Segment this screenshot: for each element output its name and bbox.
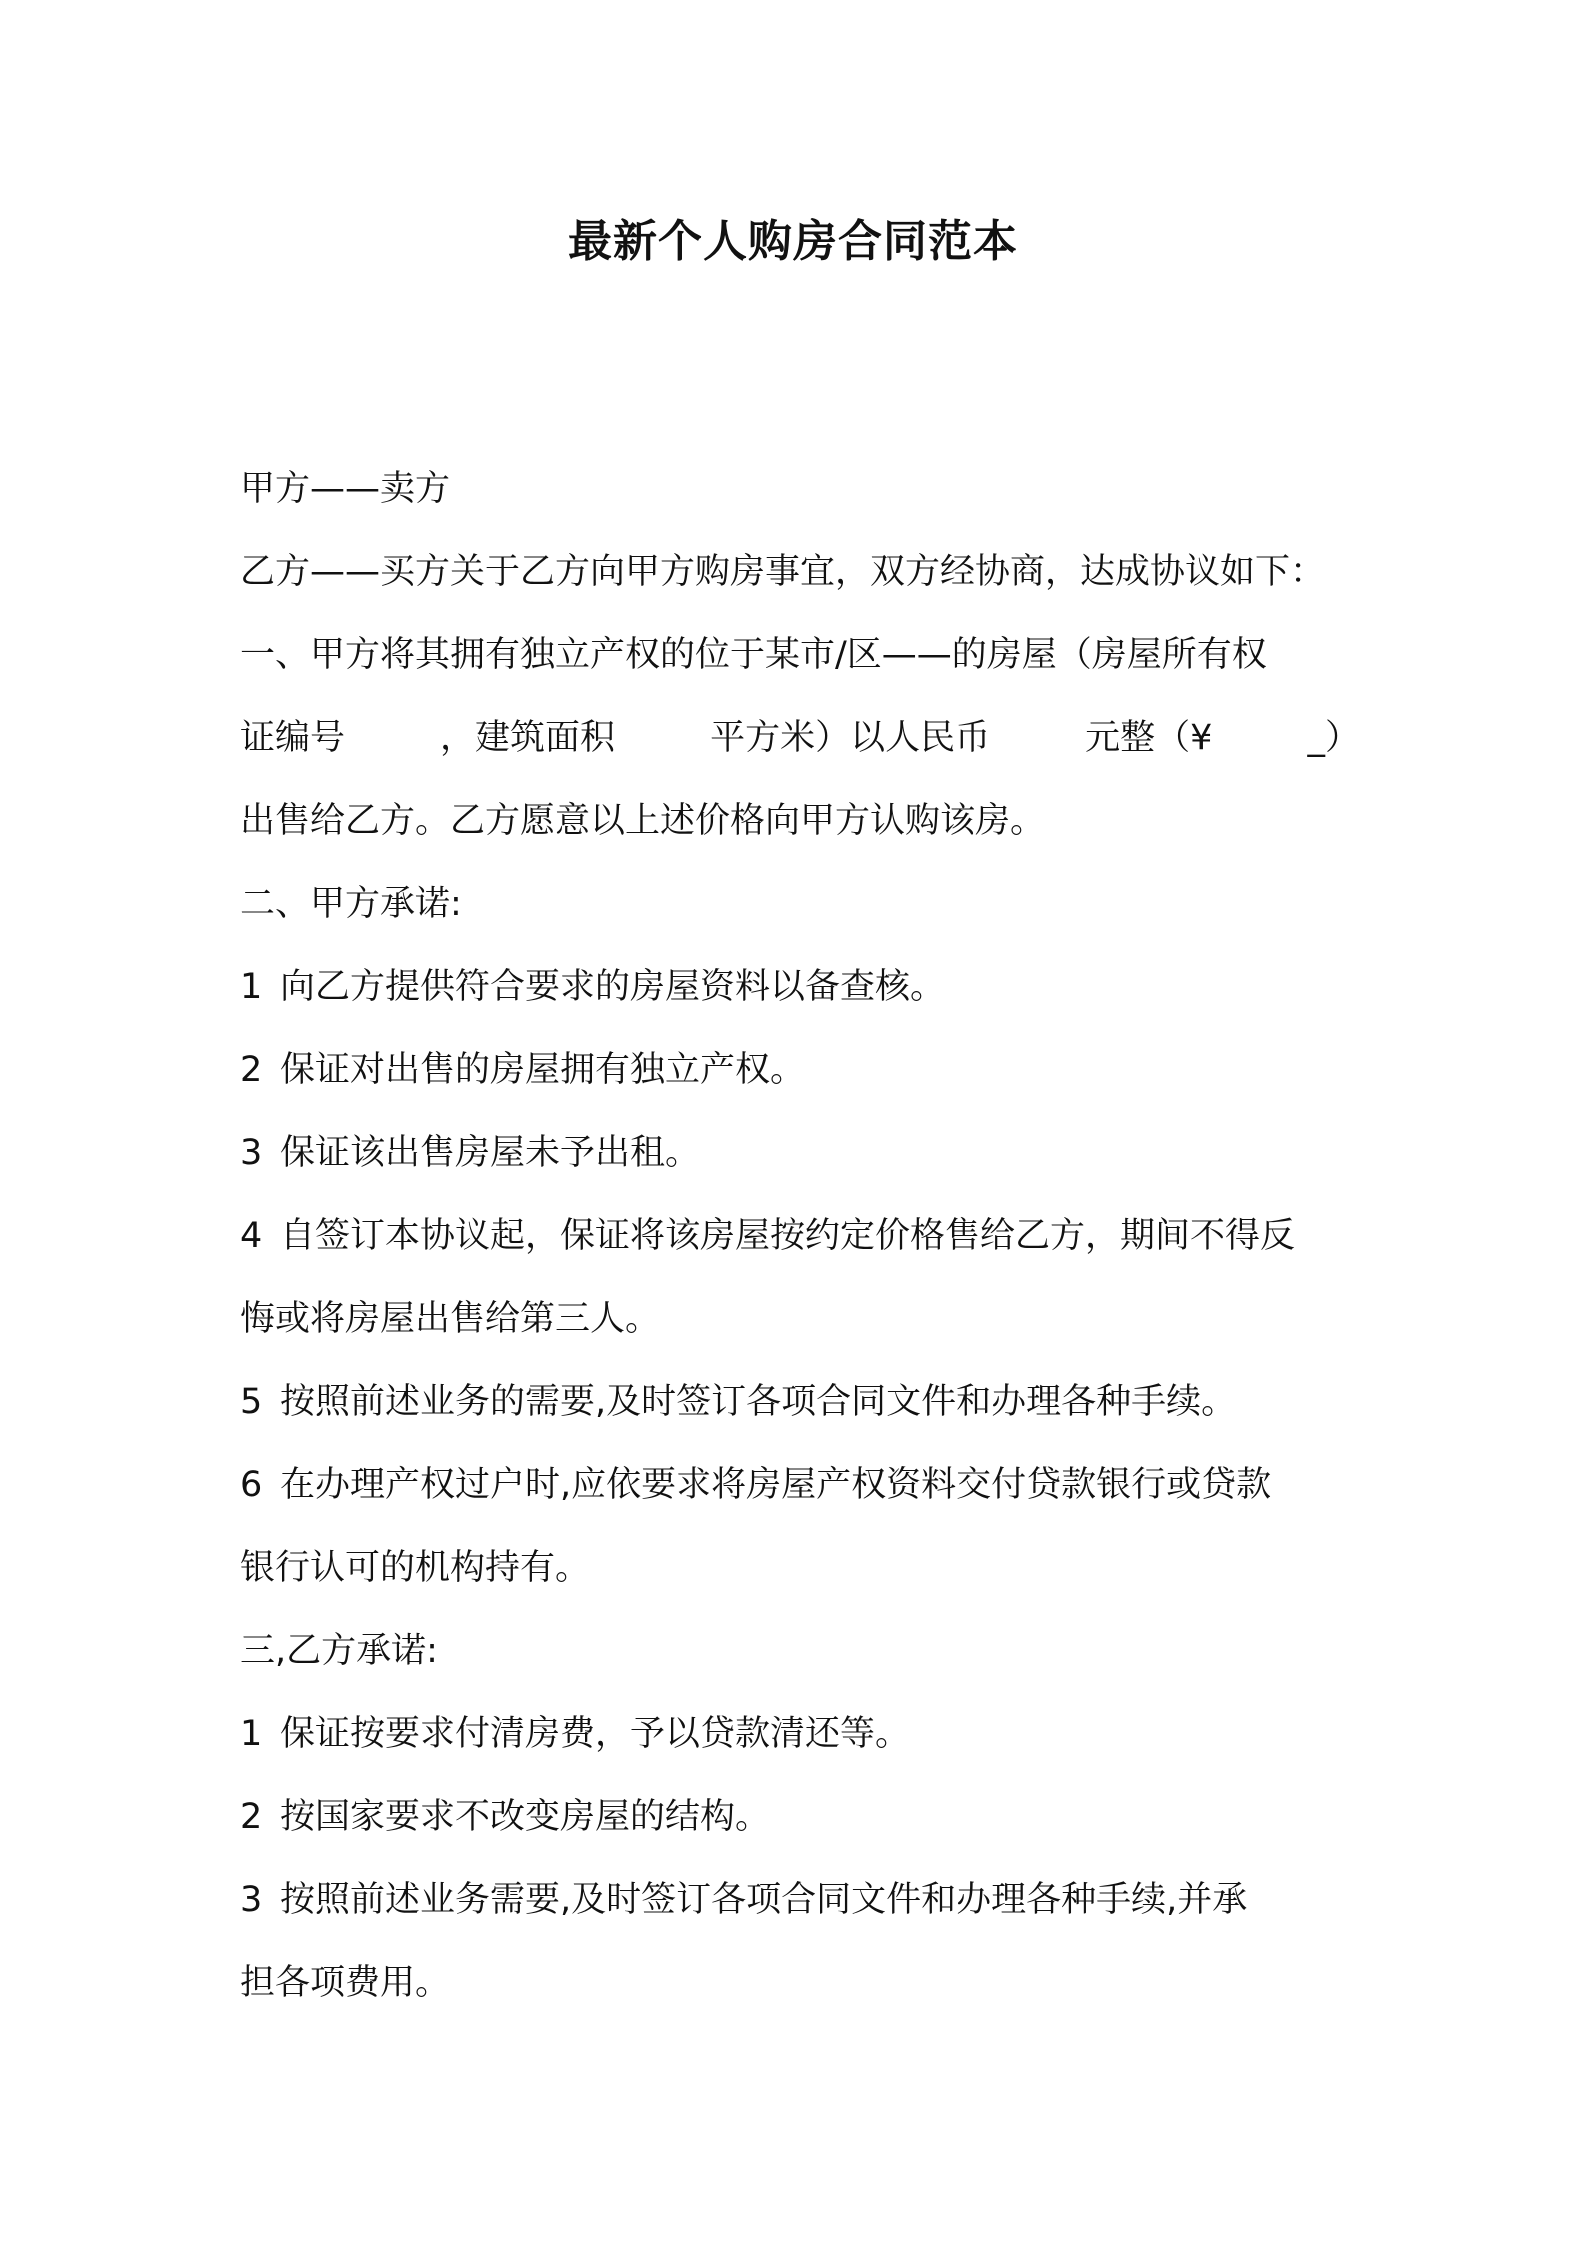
yuan-amount-label: 元整（¥: [1085, 718, 1213, 758]
item-number: 2: [240, 1050, 263, 1090]
document-body: [240, 448, 1360, 2025]
buyer-promise-item: [240, 1776, 1360, 1859]
item-number: 5: [240, 1382, 263, 1422]
item-text: 按照前述业务的需要,及时签订各项合同文件和办理各种手续。: [280, 1382, 1237, 1422]
party-a-line: 甲方——卖方: [240, 469, 451, 509]
certificate-number-label: 证编号: [240, 718, 346, 758]
seller-promise-item: [240, 1029, 1360, 1112]
item-number: 6: [240, 1465, 263, 1505]
section-3-heading: 三,乙方承诺:: [240, 1631, 438, 1671]
yen-amount-blank: _）: [1307, 718, 1360, 758]
seller-promise-item: [240, 1361, 1360, 1444]
party-b-line: 乙方——买方关于乙方向甲方购房事宜，双方经协商，达成协议如下：: [240, 552, 1326, 592]
item-continuation: 银行认可的机构持有。: [240, 1548, 591, 1588]
document-title: 最新个人购房合同范本: [568, 216, 1018, 267]
item-number: 1: [240, 967, 263, 1007]
clause-1-line-1: 一、甲方将其拥有独立产权的位于某市/区——的房屋（房屋所有权: [240, 635, 1267, 675]
clause-1-line-2: [240, 697, 1360, 780]
item-text: 保证该出售房屋未予出租。: [280, 1133, 701, 1173]
item-continuation: 担各项费用。: [240, 1963, 451, 2003]
seller-promise-item: [240, 1444, 1360, 1527]
item-text: 在办理产权过户时,应依要求将房屋产权资料交付贷款银行或贷款: [280, 1465, 1272, 1505]
item-number: 2: [240, 1797, 263, 1837]
seller-promise-item: [240, 1112, 1360, 1195]
item-text: 按照前述业务需要,及时签订各项合同文件和办理各种手续,并承: [280, 1880, 1248, 1920]
item-text: 按国家要求不改变房屋的结构。: [280, 1797, 771, 1837]
item-number: 3: [240, 1133, 263, 1173]
item-text: 保证对出售的房屋拥有独立产权。: [280, 1050, 806, 1090]
item-number: 3: [240, 1880, 263, 1920]
item-text: 保证按要求付清房费，予以贷款清还等。: [280, 1714, 911, 1754]
item-number: 1: [240, 1714, 263, 1754]
seller-promise-item: [240, 946, 1360, 1029]
building-area-label: ，建筑面积: [440, 718, 616, 758]
item-text: 自签订本协议起，保证将该房屋按约定价格售给乙方，期间不得反: [280, 1216, 1296, 1256]
buyer-promise-item: [240, 1859, 1360, 1942]
seller-promise-item: [240, 1195, 1360, 1278]
item-continuation: 悔或将房屋出售给第三人。: [240, 1299, 661, 1339]
item-number: 4: [240, 1216, 263, 1256]
buyer-promise-item: [240, 1693, 1360, 1776]
square-meter-price-label: 平方米）以人民币: [710, 718, 991, 758]
clause-1-line-3: 出售给乙方。乙方愿意以上述价格向甲方认购该房。: [240, 801, 1046, 841]
item-text: 向乙方提供符合要求的房屋资料以备查核。: [280, 967, 946, 1007]
section-2-heading: 二、甲方承诺:: [240, 884, 462, 924]
